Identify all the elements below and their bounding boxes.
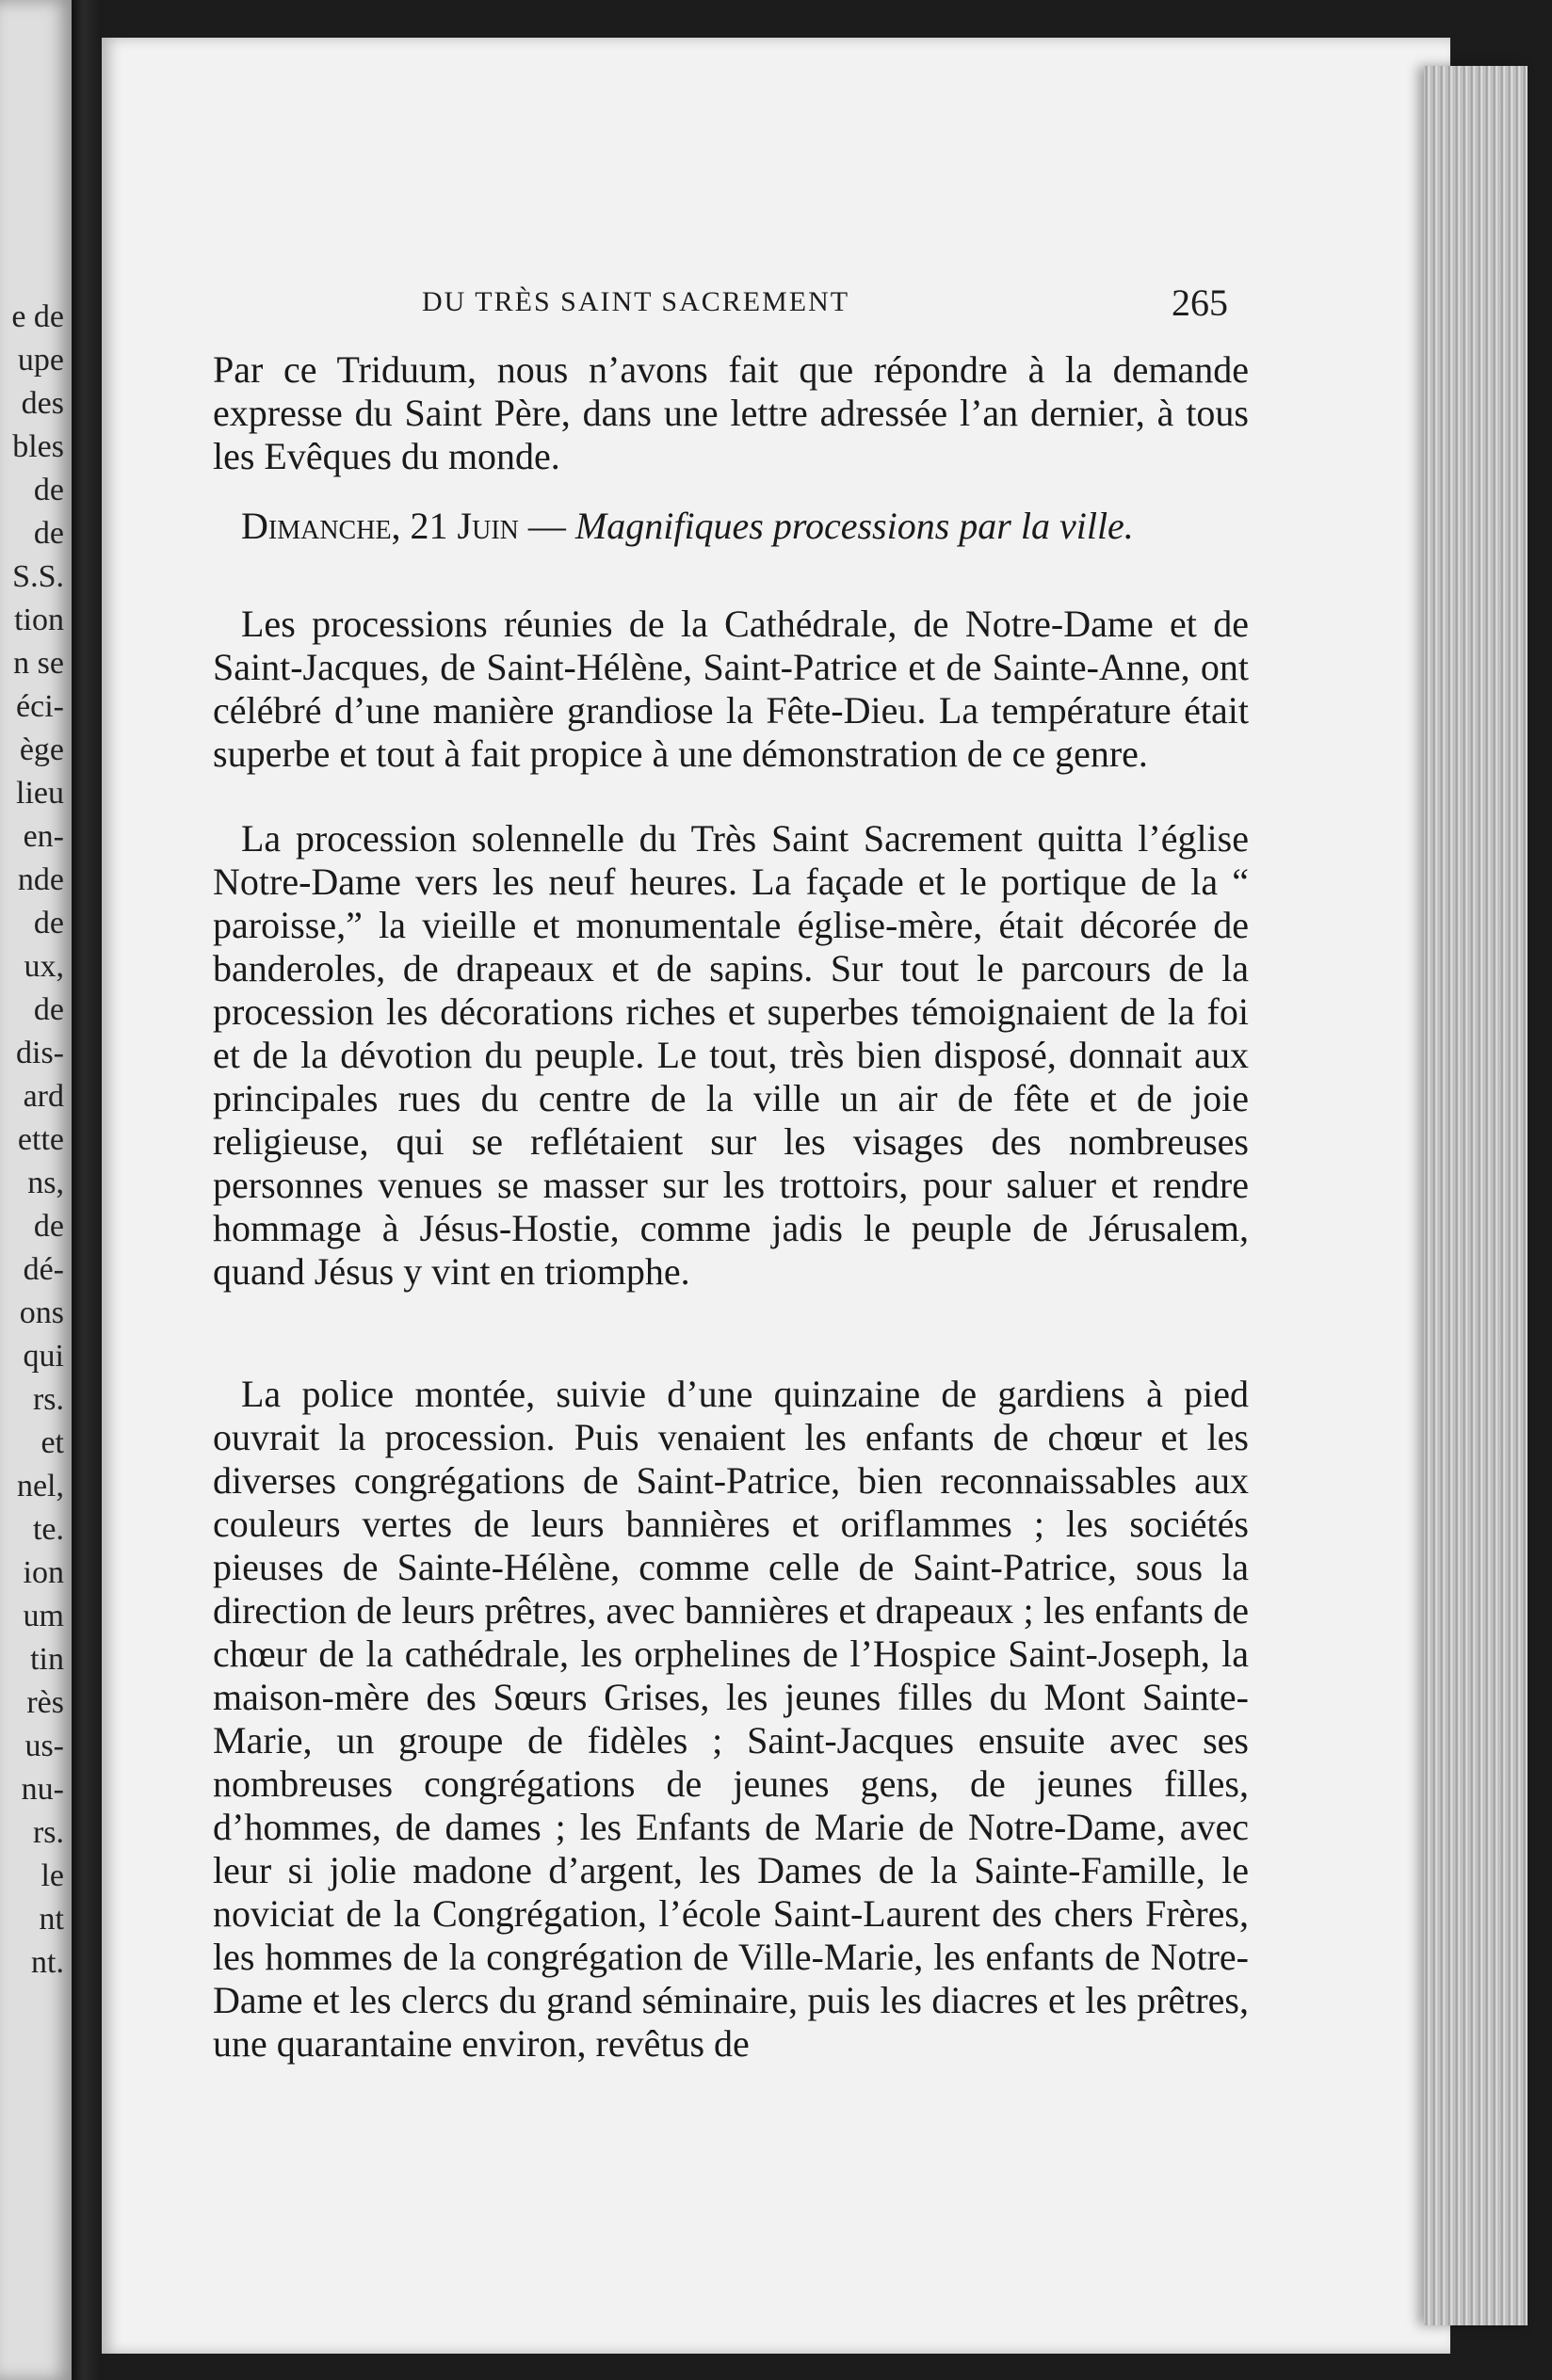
left-page-fragment: us- [24,1729,64,1763]
left-page-fragment: S.S. [12,559,64,594]
left-page-fragment: nt. [31,1945,64,1980]
left-page-fragment: rès [26,1685,64,1720]
entry-title-rest: par la ville. [949,505,1134,547]
left-page-fragment: ège [19,732,64,767]
left-page-fragment: qui [23,1339,64,1374]
left-page-fragment: ion [23,1555,64,1590]
left-page-fragment: rs. [32,1382,64,1417]
left-page-fragment: de [33,992,64,1027]
left-page-fragment: e de [11,299,64,334]
left-page-fragment: rs. [32,1815,64,1850]
left-page-fragment: ux, [24,949,64,984]
left-page-fragment: nt [39,1902,64,1937]
left-page-fragment: ns, [27,1166,64,1200]
page-edges-stack [1424,66,1528,2325]
left-page-fragment: tin [30,1642,64,1677]
left-page-fragment: de [33,906,64,941]
left-page-fragment: nel, [16,1469,64,1504]
left-page-fragment: dis- [16,1036,64,1070]
left-page-fragment: um [23,1599,64,1633]
left-page-fragment: n se [13,646,64,681]
left-page-fragment: le [40,1858,64,1893]
left-page-fragment: nde [17,862,64,897]
book-page [102,38,1450,2354]
entry-title: Magnifiques processions [574,505,950,547]
paragraph-solemn-procession: La procession solennelle du Très Saint Sacrement quitta l’église Notre-Dame vers les neuf heures. La façade et le portique de la “ paroisse,” la vieille et monumentale église-mère, était décorée de banderoles, de drapeaux et de sapins. Sur tout le parcours de la procession les décorations riches et superbes témoignaient de la foi et de la dévotion du peuple. Le tout, très bien disposé, donnait aux principales rues du centre de la ville un air de fête et de joie religieuse, qui se reflétaient sur les visages des nombreuses personnes venues se masser sur les trottoirs, pour saluer et rendre hommage à Jésus-Hostie, comme jadis le peuple de Jérusalem, quand Jésus y vint en triomphe. [213,817,1249,1293]
paragraph-procession-order: La police montée, suivie d’une quinzaine de gardiens à pied ouvrait la procession. Puis venaient les enfants de chœur et les diverses congrégations de Saint-Patrice, bien reconnaissables aux couleurs vertes de leurs bannières et oriflammes ; les sociétés pieuses de Sainte-Hélène, comme celle de Saint-Patrice, sous la direction de leurs prêtres, avec bannières et drapeaux ; les enfants de chœur de la cathédrale, les orphelines de l’Hospice Saint-Joseph, la maison-mère des Sœurs Grises, les jeunes filles du Mont Sainte-Marie, un groupe de fidèles ; Saint-Jacques ensuite avec ses nombreuses congrégations de jeunes gens, de jeunes filles, d’hommes, de dames ; les Enfants de Marie de Notre-Dame, avec leur si jolie madone d’argent, les Dames de la Sainte-Famille, le noviciat de la Congrégation, l’école Saint-Laurent des chers Frères, les hommes de la congrégation de Ville-Marie, les enfants de Notre-Dame et les clercs du grand séminaire, puis les diacres et les prêtres, une quarantaine environ, revêtus de [213,1373,1249,2065]
left-page-fragment: de [33,473,64,507]
left-page-fragment: lieu [16,776,64,811]
left-page-fragment: de [33,516,64,551]
paragraph-processions: Les processions réunies de la Cathédrale, de Notre-Dame et de Saint-Jacques, de Saint-Hélène, Saint-Patrice et de Sainte-Anne, ont célébré d’une manière grandiose la Fête-Dieu. La température était superbe et tout à fait propice à une démonstration de ce genre. [213,603,1249,775]
left-page-fragment: en- [23,819,64,854]
left-page-fragment: tion [14,603,64,637]
left-page-fragment: ard [23,1079,64,1114]
left-page-fragment: éci- [16,689,64,724]
paragraph-triduum: Par ce Triduum, nous n’avons fait que répondre à la demande expresse du Saint Père, dans une lettre adressée l’an dernier, à tous les Evêques du monde. [213,348,1249,477]
dated-entry-heading [213,505,1249,548]
left-page-fragment: bles [12,429,64,464]
left-page-fragment: te. [32,1512,64,1547]
page-number: 265 [1172,281,1228,324]
left-page-fragment: ette [17,1122,64,1157]
left-page-fragment: nu- [21,1772,64,1807]
left-page-fragment: ons [19,1295,64,1330]
entry-dash: — [518,505,575,547]
entry-date: Dimanche, 21 Juin [241,505,519,547]
left-page-fragment: de [33,1209,64,1244]
left-page-fragment: upe [17,343,64,378]
left-page-fragment: dé- [23,1252,64,1287]
left-page-fragment: des [21,386,64,421]
left-page-strip [0,0,72,2380]
left-page-fragment: et [40,1425,64,1460]
running-header: DU TRÈS SAINT SACREMENT [422,286,850,317]
book-gutter [72,0,102,2380]
